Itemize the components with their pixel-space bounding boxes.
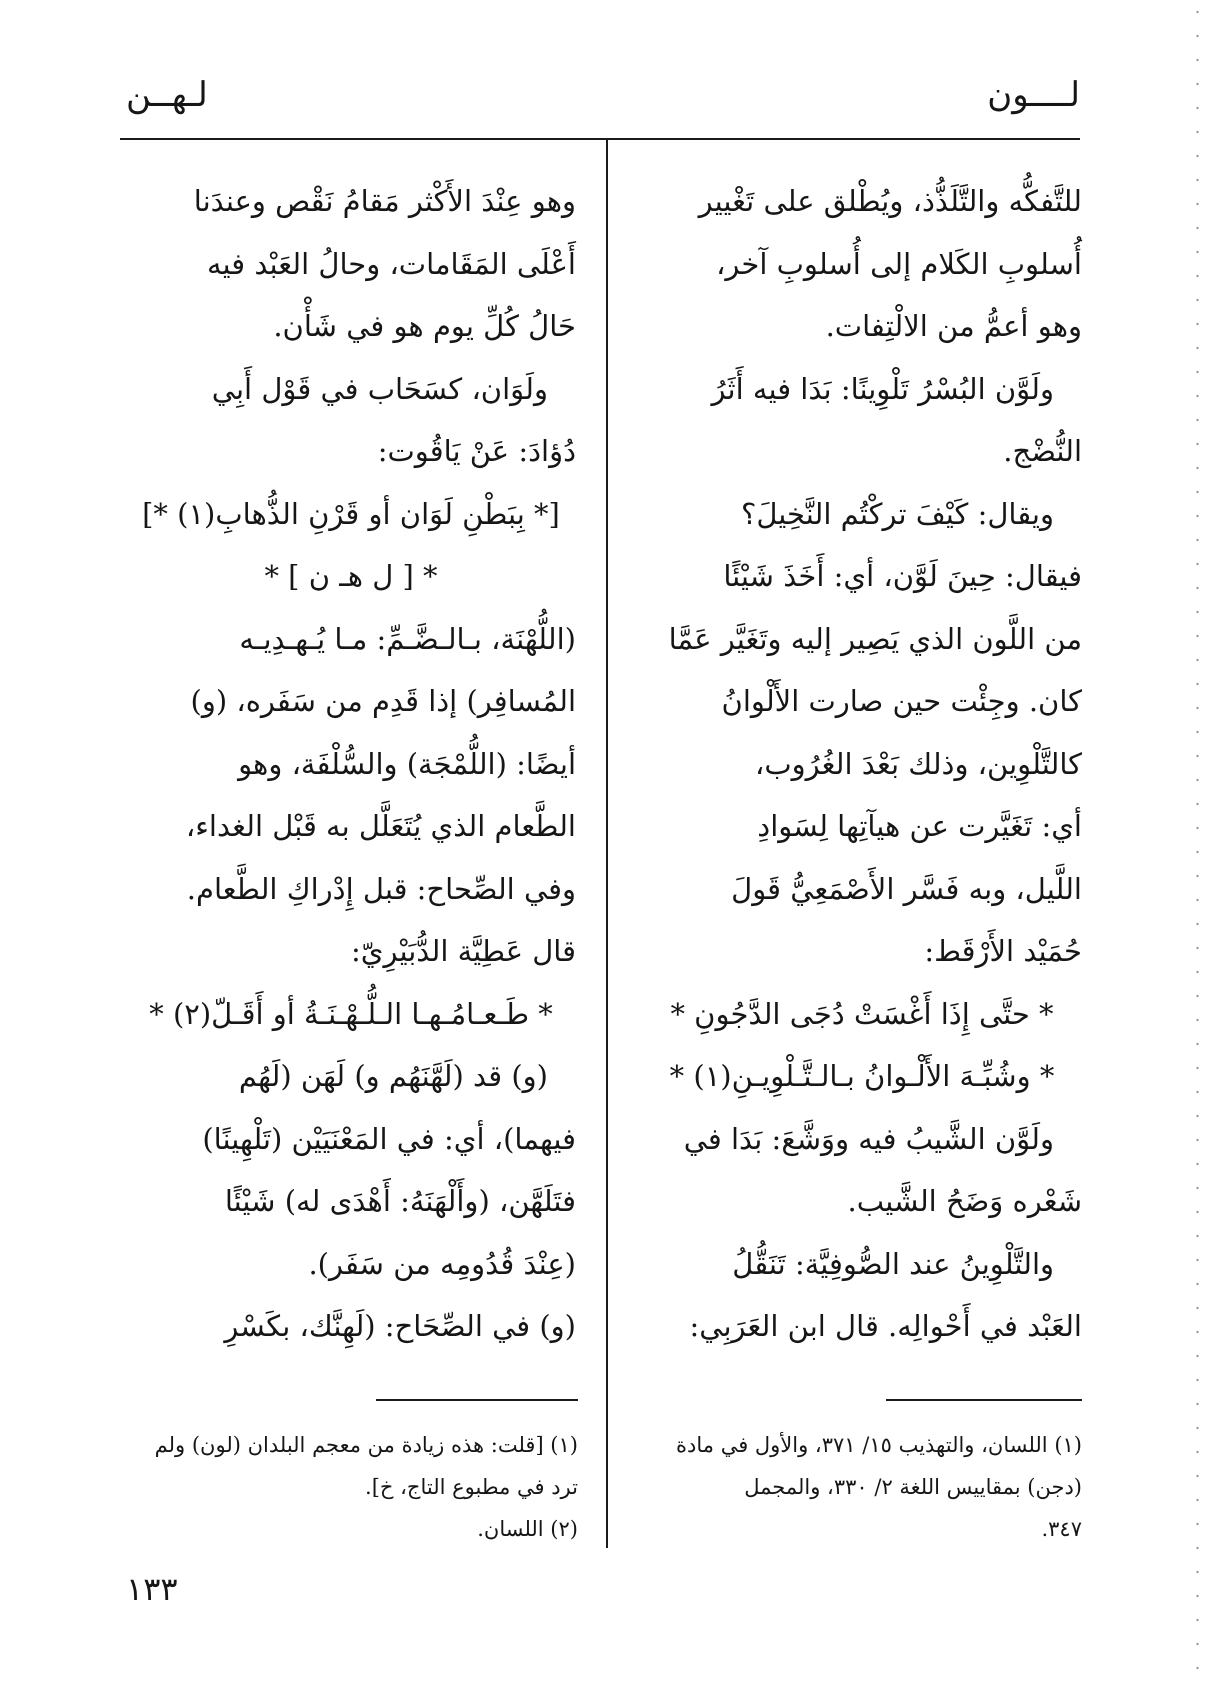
text-line: فيقال: حِينَ لَوَّن، أي: أَخَذَ شَيْئًا	[723, 559, 1082, 593]
running-header-left: لـهــن	[126, 75, 208, 115]
text-line: فتَلَهَّن، (وأَلْهَنَهُ: أَهْدَى له) شَيْئًا	[224, 1184, 576, 1218]
text-line: وهو أعمُّ من الالْتِفات.	[825, 309, 1082, 343]
text-line: وفي الصِّحاح: قبل إِدْراكِ الطَّعام.	[186, 871, 576, 906]
running-header-right: لــــون	[987, 75, 1080, 115]
text-line: أي: تَغَيَّرت عن هيآتِها لِسَوادِ	[757, 809, 1082, 843]
text-line: شَعْره وَضَحُ الشَّيب.	[847, 1184, 1082, 1218]
text-line: المُسافِر) إذا قَدِم من سَفَره، (و)	[190, 684, 576, 718]
footnote-line: (دجن) بمقاييس اللغة ٢/ ٣٣٠، والمجمل	[744, 1475, 1082, 1499]
text-line: (اللُّهْنَة، بـالـضَّـمِّ: مـا يُـهـدِيـه	[239, 621, 576, 656]
binding-edge-dots	[1196, 0, 1199, 1681]
entry-heading: * [ ل هـ ن ] *	[264, 559, 438, 593]
text-line: حَالُ كُلِّ يوم هو في شَأْن.	[273, 309, 576, 343]
text-line: دُؤادَ: عَنْ يَاقُوت:	[377, 434, 576, 468]
verse-line: [* بِبَطْنِ لَوَان أو قَرْنِ الذُّهابِ(١) *]	[142, 496, 560, 531]
text-line: النُّضْج.	[1003, 434, 1082, 468]
verse-line: * طَـعـامُـهـا الـلُّـهْـنَـةُ أو أَقَـلّ(٢) *	[149, 996, 553, 1031]
text-line: وهو عِنْدَ الأَكْثر مَقامُ نَقْص وعندَنا	[193, 184, 576, 218]
left-column	[126, 170, 576, 1358]
column-separator	[606, 140, 608, 1548]
footnote-line: (١) اللسان، والتهذيب ١٥/ ٣٧١، والأول في مادة	[676, 1433, 1082, 1457]
text-line: ويقال: كَيْفَ تركْتُم النَّخِيلَ؟	[740, 496, 1054, 531]
text-line: كان. وجِئْت حين صارت الأَلْوانُ	[721, 684, 1082, 718]
text-line: الطَّعام الذي يُتَعَلَّل به قَبْل الغداء،	[185, 809, 576, 843]
text-line: ولَوَان، كسَحَاب في قَوْل أَبِي	[211, 371, 548, 406]
text-line: اللَّيل، وبه فَسَّر الأَصْمَعِيُّ قَولَ	[731, 871, 1082, 906]
text-line: من اللَّون الذي يَصِير إليه وتَغَيَّر عَمَّا	[668, 621, 1082, 656]
text-line: (و) قد (لَهَّنَهُم و) لَهَن (لَهُم	[238, 1059, 548, 1093]
footnote-line: (٢) اللسان.	[477, 1517, 578, 1541]
verse-line: * وشُبِّـهَ الأَلْـوانُ بـالـتَّـلْوِيـنِ(١) *	[669, 1059, 1055, 1093]
text-line: (عِنْدَ قُدُومِه من سَفَر).	[308, 1246, 576, 1281]
text-line: فيهما)، أي: في المَعْنَيَيْن (تَلْهِينًا)	[202, 1121, 576, 1156]
footnote-line: ٣٤٧.	[1041, 1517, 1082, 1541]
text-line: أُسلوبِ الكَلام إلى أُسلوبِ آخر،	[716, 246, 1082, 281]
text-line: قال عَطِيَّة الدُّبَيْرِيّ:	[350, 934, 576, 968]
text-line: والتَّلْوِينُ عند الصُّوفِيَّة: تَنَقُّلُ	[732, 1246, 1054, 1281]
text-line: ولَوَّن الشَّيبُ فيه ووَشَّعَ: بَدَا في	[683, 1121, 1054, 1156]
text-line: كالتَّلْوِين، وذلك بَعْدَ الغُرُوب،	[754, 746, 1082, 781]
footnotes-right	[642, 1424, 1082, 1550]
footnote-rule-right	[886, 1399, 1082, 1401]
text-line: أيضًا: (اللُّمْجَة) والسُّلْفَة، وهو	[238, 746, 576, 781]
text-line: أَعْلَى المَقَامات، وحالُ العَبْد فيه	[206, 246, 576, 281]
text-line: العَبْد في أَحْوالِه. قال ابن العَرَبِي:	[689, 1309, 1082, 1343]
footnote-line: ترد في مطبوع التاج، خ].	[365, 1475, 578, 1499]
page-number: ١٣٣	[126, 1570, 178, 1608]
text-line: ولَوَّن البُسْرُ تَلْوِينًا: بَدَا فيه أَثَرُ	[711, 371, 1054, 406]
text-line: (و) في الصِّحَاح: (لَهِنَّك، بكَسْرِ	[224, 1309, 576, 1343]
verse-line: * حتَّى إِذَا أَغْسَتْ دُجَى الدَّجُونِ *	[670, 996, 1054, 1031]
footnote-rule-left	[376, 1399, 578, 1401]
text-line: للتَّفكُّه والتَّلَذُّذ، ويُطْلق على تَغْيير	[698, 184, 1082, 218]
footnote-line: (١) [قلت: هذه زيادة من معجم البلدان (لون) ولم	[154, 1433, 578, 1457]
right-column	[642, 170, 1082, 1358]
text-line: حُمَيْد الأَرْقَط:	[924, 934, 1082, 968]
header-rule	[120, 138, 1080, 140]
footnotes-left	[126, 1424, 578, 1550]
